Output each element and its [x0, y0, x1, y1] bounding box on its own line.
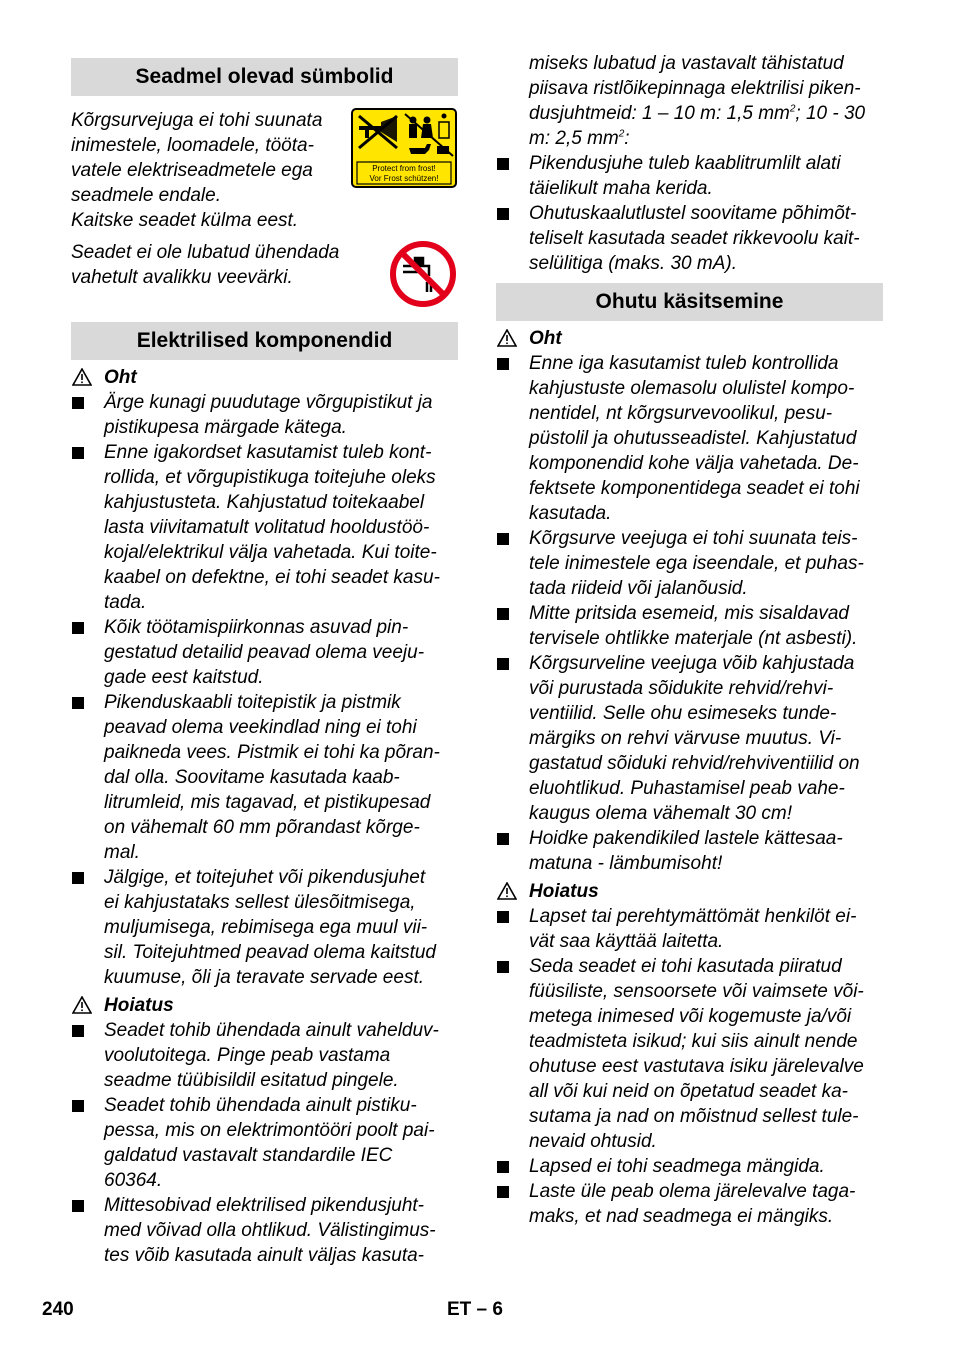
bullet-square-icon [497, 608, 509, 620]
section-heading-safe-handling: Ohutu käsitsemine [496, 283, 883, 321]
list-item: Lapset tai perehtymättömät henkilöt ei- vät saa käyttää laitetta. [496, 904, 883, 954]
bullet-square-icon [72, 697, 84, 709]
bullet-square-icon [497, 1186, 509, 1198]
bullet-square-icon [72, 1025, 84, 1037]
bullet-square-icon [72, 1200, 84, 1212]
list-item: Laste üle peab olema järelevalve taga- maks, et nad seadmega ei mängiks. [496, 1179, 883, 1229]
bullet-square-icon [497, 358, 509, 370]
bullet-square-icon [497, 833, 509, 845]
bullet-square-icon [497, 533, 509, 545]
section-indicator: ET – 6 [447, 1299, 503, 1320]
list-item: Kõrgsurve veejuga ei tohi suunata teis- tele inimestele ega iseendale, et puhas- tada riideid või jalanõusid. [496, 526, 883, 601]
frost-text: Kaitske seadet külma eest. [71, 210, 299, 231]
no-spray-frost-symbol-icon [351, 108, 457, 188]
list-item: Seda seadet ei tohi kasutada piiratud füüsiliste, sensoorsete või vaimsete või- metega inimesed või kogemuste ja/või teadmisteta isikud; kui siis ainult nende ohutuse eest vastutava isiku järelevalve all või kui neid on õpetatud seadet ka- sutama ja nad on mõistnud sellest tule- nevaid ohtusid. [496, 954, 883, 1154]
list-item: Pikenduskaabli toitepistik ja pistmik peavad olema veekindlad ning ei tohi paikneda vees. Pistmik ei tohi ka põran- dal olla. Soovitame kasutada kaab- litrumleid, mis tagavad, et pistikupesad on vähemalt 60 mm põrandast kõrge- mal. [71, 690, 458, 865]
list-item: Hoidke pakendikiled lastele kättesaa- matuna - lämbumisoht! [496, 826, 883, 876]
bullet-square-icon [72, 622, 84, 634]
list-item: Jälgige, et toitejuhet või pikendusjuhet ei kahjustataks sellest ülesõitmisega, muljumisega, rebimisega ega muul vii- sil. Toitejuhtmed peavad olema kaitstud kuumuse, õli ja teravate servade eest. [71, 865, 458, 990]
frost-label-en: Protect from frost! [372, 164, 436, 173]
section-heading-electrical: Elektrilised komponendid [71, 322, 458, 360]
bullet-square-icon [72, 447, 84, 459]
continued-text: miseks lubatud ja vastavalt tähistatud piisava ristlõikepinnaga elektrilisi piken- dusjuhtmeid: 1 – 10 m: 1,5 $mm^2$; 10 - 30 m: 2,5 $mm^2$: [529, 53, 866, 149]
no-tap-connection-icon [389, 240, 457, 308]
list-item: Kõik töötamispiirkonnas asuvad pin- gestatud detailid peavad olema veeju- gade eest kaitstud. [71, 615, 458, 690]
warning-triangle-icon [72, 368, 92, 386]
list-item: Lapsed ei tohi seadmega mängida. [496, 1154, 883, 1179]
warning-triangle-icon [72, 996, 92, 1014]
list-item: Mitte pritsida esemeid, mis sisaldavad tervisele ohtlikke materjale (nt asbesti). [496, 601, 883, 651]
symbols-text: Kõrgsurvejuga ei tohi suunata inimestele, loomadele, tööta- vatele elektriseadmetele ega seadmele endale. [71, 110, 323, 206]
water-supply-text: Seadet ei ole lubatud ühendada vahetult avalikku veevärki. [71, 242, 340, 288]
list-item: Enne igakordset kasutamist tuleb kont- rollida, et võrgupistikuga toitejuhe oleks kahjustusteta. Kahjustatud toitekaabel lasta viivitamatult volitatud hooldustöö- kojal/elektrikul välja vahetada. Kui toite- kaabel on defektne, ei tohi seadet kasu- tada. [71, 440, 458, 615]
bullet-square-icon [72, 872, 84, 884]
bullet-square-icon [72, 1100, 84, 1112]
page-number: 240 [42, 1299, 74, 1320]
list-item: Pikendusjuhe tuleb kaablitrumlilt alati täielikult maha kerida. [496, 151, 883, 201]
warning-triangle-icon [497, 882, 517, 900]
list-item: Ärge kunagi puudutage võrgupistikut ja pistikupesa märgade kätega. [71, 390, 458, 440]
list-item: Mittesobivad elektrilised pikendusjuht- med võivad olla ohtlikud. Välistingimus- tes võib kasutada ainult väljas kasuta- [71, 1193, 458, 1268]
bullet-square-icon [497, 1161, 509, 1173]
section-heading-symbols: Seadmel olevad sümbolid [71, 58, 458, 96]
warning-triangle-icon [497, 329, 517, 347]
bullet-square-icon [497, 911, 509, 923]
list-item: Kõrgsurveline veejuga võib kahjustada või purustada sõidukite rehvid/rehvi- ventiilid. Selle ohu esimeseks tunde- märgiks on rehvi värvuse muutus. Vi- gastatud sõiduki rehvid/rehviventiilid on eluohtlikud. Puhastamisel peab vahe- kaugus olema vähemalt 30 cm! [496, 651, 883, 826]
bullet-square-icon [497, 658, 509, 670]
bullet-square-icon [497, 158, 509, 170]
frost-label-de: Vor Frost schützen! [369, 174, 439, 183]
list-item: Seadet tohib ühendada ainult vahelduv- voolutoitega. Pinge peab vastama seadme tüübisildil esitatud pingele. [71, 1018, 458, 1093]
bullet-square-icon [497, 208, 509, 220]
bullet-square-icon [497, 961, 509, 973]
list-item: Seadet tohib ühendada ainult pistiku- pessa, mis on elektrimontööri poolt pai- galdatud vastavalt standardile IEC 60364. [71, 1093, 458, 1193]
bullet-square-icon [72, 397, 84, 409]
list-item: Enne iga kasutamist tuleb kontrollida kahjustuste olemasolu olulistel kompo- nentidel, nt kõrgsurvevoolikul, pesu- püstolil ja ohutusseadistel. Kahjustatud komponendid kohe välja vahetada. De- fektsete komponentidega seadet ei tohi kasutada. [496, 351, 883, 526]
list-item: Ohutuskaalutlustel soovitame põhimõt- teliselt kasutada seadet rikkevoolu kait- selülitiga (maks. 30 mA). [496, 201, 883, 276]
